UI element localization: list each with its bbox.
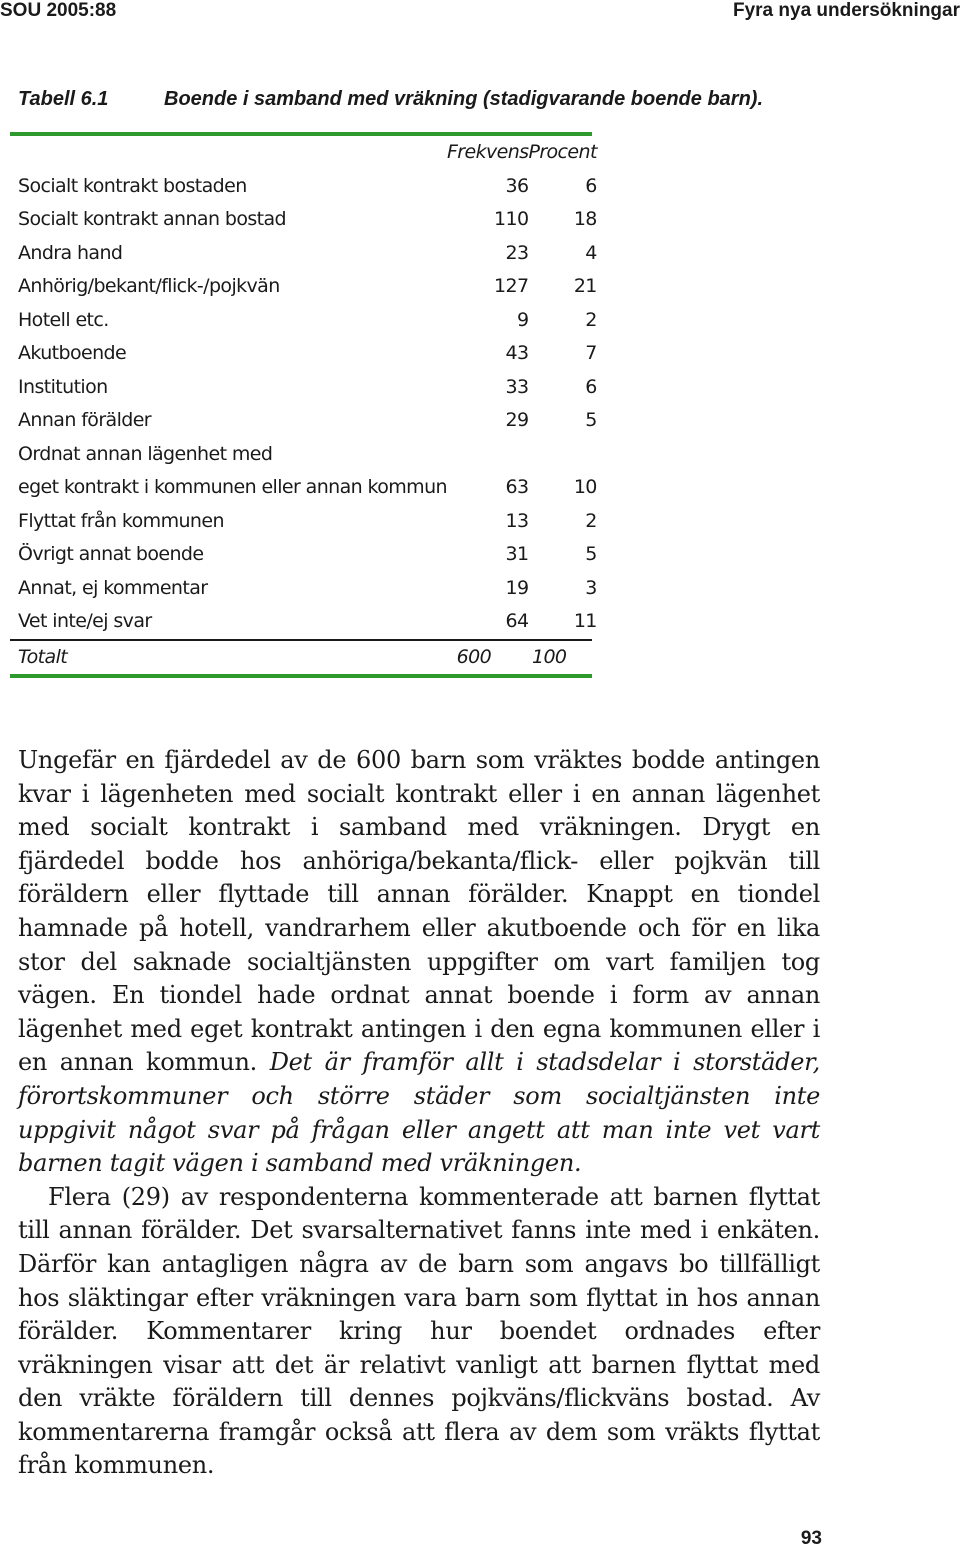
report-id: SOU 2005:88 bbox=[0, 0, 117, 21]
row-label: Annan förälder bbox=[18, 409, 152, 431]
table-row bbox=[10, 371, 597, 405]
row-frekvens: 110 bbox=[494, 208, 529, 230]
row-frekvens: 127 bbox=[494, 275, 529, 297]
row-label: Anhörig/bekant/flick-/pojkvän bbox=[18, 275, 280, 297]
row-label: Institution bbox=[18, 375, 108, 398]
row-label: Flyttat från kommunen bbox=[18, 509, 224, 532]
table-row bbox=[10, 170, 597, 204]
table-row bbox=[10, 337, 597, 371]
table-header-row bbox=[10, 136, 597, 170]
table-row bbox=[10, 270, 597, 304]
row-procent: 11 bbox=[573, 610, 597, 632]
row-procent: 3 bbox=[585, 576, 597, 599]
row-procent: 4 bbox=[585, 241, 597, 264]
row-frekvens bbox=[447, 438, 529, 472]
row-frekvens: 9 bbox=[516, 308, 529, 331]
row-label: Övrigt annat boende bbox=[18, 543, 204, 565]
row-frekvens: 13 bbox=[505, 509, 529, 532]
table-title: Boende i samband med vräkning (stadigvarande boende barn). bbox=[164, 88, 764, 110]
total-frekvens: 600 bbox=[456, 645, 492, 668]
table-bottom-rule bbox=[10, 674, 592, 678]
body-text bbox=[18, 744, 820, 1483]
total-label: Totalt bbox=[18, 645, 68, 668]
table-row bbox=[10, 203, 597, 237]
row-procent: 5 bbox=[585, 409, 597, 431]
row-procent: 6 bbox=[585, 174, 597, 197]
row-frekvens: 23 bbox=[505, 241, 529, 264]
total-procent: 100 bbox=[531, 645, 567, 668]
row-procent: 18 bbox=[573, 208, 597, 230]
total-row bbox=[10, 641, 592, 675]
row-label: Vet inte/ej svar bbox=[18, 610, 152, 632]
row-procent: 7 bbox=[585, 342, 597, 364]
table-row bbox=[10, 538, 597, 572]
table-row bbox=[10, 572, 597, 606]
total-table bbox=[10, 641, 592, 675]
row-procent bbox=[528, 438, 596, 472]
paragraph-2: Flera (29) av respondenterna kommenterade att barnen flyttat till annan förälder. Det svarsalternativet fanns inte med i enkäten. Därför kan antagligen några av de barn som angavs bo tillfälligt hos släktingar efter vräkningen vara barn som flyttat in hos annan förälder. Kommentarer kring hur boendet ordnades efter vräkningen visar att det är relativt vanligt att barnen flyttat med den vräkte föräldern till dennes pojkväns/flickväns bostad. Av kommentarerna framgår också att flera av dem som vräkts flyttat från kommunen. bbox=[18, 1182, 820, 1480]
row-label: Annat, ej kommentar bbox=[18, 576, 208, 599]
row-label: Socialt kontrakt bostaden bbox=[18, 174, 247, 197]
row-procent: 2 bbox=[585, 509, 597, 532]
row-frekvens: 29 bbox=[505, 409, 529, 431]
column-header-procent: Procent bbox=[528, 141, 597, 163]
row-frekvens: 19 bbox=[505, 576, 529, 599]
row-procent: 2 bbox=[585, 308, 597, 331]
paragraph-1-text: Ungefär en fjärdedel av de 600 barn som vräktes bodde antingen kvar i lägenheten med socialt kontrakt eller i en annan lägenhet med socialt kontrakt i samband med vräkningen. Drygt en fjärdedel bodde hos anhöriga/bekanta/flick- eller pojkvän till föräldern eller flyttade till annan förälder. Knappt en tiondel hamnade på hotell, vandrarhem eller akutboende och för en lika stor del saknade socialtjänsten uppgifter om vart familjen tog vägen. En tiondel hade ordnat annat boende i form av annan lägenhet med eget kontrakt antingen i den egna kommunen eller i en annan kommun. bbox=[18, 746, 820, 1077]
table-row bbox=[10, 304, 597, 338]
page-number: 93 bbox=[800, 1528, 822, 1549]
row-label: Ordnat annan lägenhet med bbox=[18, 442, 273, 465]
table-number: Tabell 6.1 bbox=[18, 88, 109, 110]
row-frekvens: 33 bbox=[505, 375, 529, 398]
row-frekvens: 63 bbox=[505, 476, 529, 498]
paragraph-1 bbox=[18, 744, 820, 1181]
chapter-title: Fyra nya undersökningar bbox=[732, 0, 960, 21]
data-table bbox=[10, 132, 597, 678]
row-frekvens: 64 bbox=[505, 610, 529, 632]
row-procent: 6 bbox=[585, 375, 597, 398]
row-label: eget kontrakt i kommunen eller annan kommun bbox=[18, 476, 447, 498]
row-label: Akutboende bbox=[18, 342, 127, 364]
row-procent: 10 bbox=[573, 476, 597, 498]
column-header-frekvens: Frekvens bbox=[446, 141, 529, 163]
table-row bbox=[10, 605, 597, 639]
row-label: Andra hand bbox=[18, 241, 123, 264]
table-row bbox=[10, 471, 597, 505]
paragraph-1-italic: Det är framför allt i stadsdelar i storstäder, förortskommuner och större städer som socialtjänsten inte uppgivit något svar på frågan eller angett att man inte vet vart barnen tagit vägen i samband med vräkningen. bbox=[18, 1048, 820, 1178]
row-frekvens: 43 bbox=[505, 342, 529, 364]
table-row bbox=[10, 505, 597, 539]
table-row bbox=[10, 237, 597, 271]
row-procent: 5 bbox=[585, 543, 597, 565]
running-header bbox=[0, 0, 960, 22]
table-row bbox=[10, 404, 597, 438]
row-label: Hotell etc. bbox=[18, 308, 109, 331]
housing-table bbox=[10, 136, 597, 639]
table-row bbox=[10, 438, 597, 472]
row-frekvens: 31 bbox=[505, 543, 529, 565]
row-label: Socialt kontrakt annan bostad bbox=[18, 208, 286, 230]
row-frekvens: 36 bbox=[505, 174, 529, 197]
row-procent: 21 bbox=[573, 275, 597, 297]
